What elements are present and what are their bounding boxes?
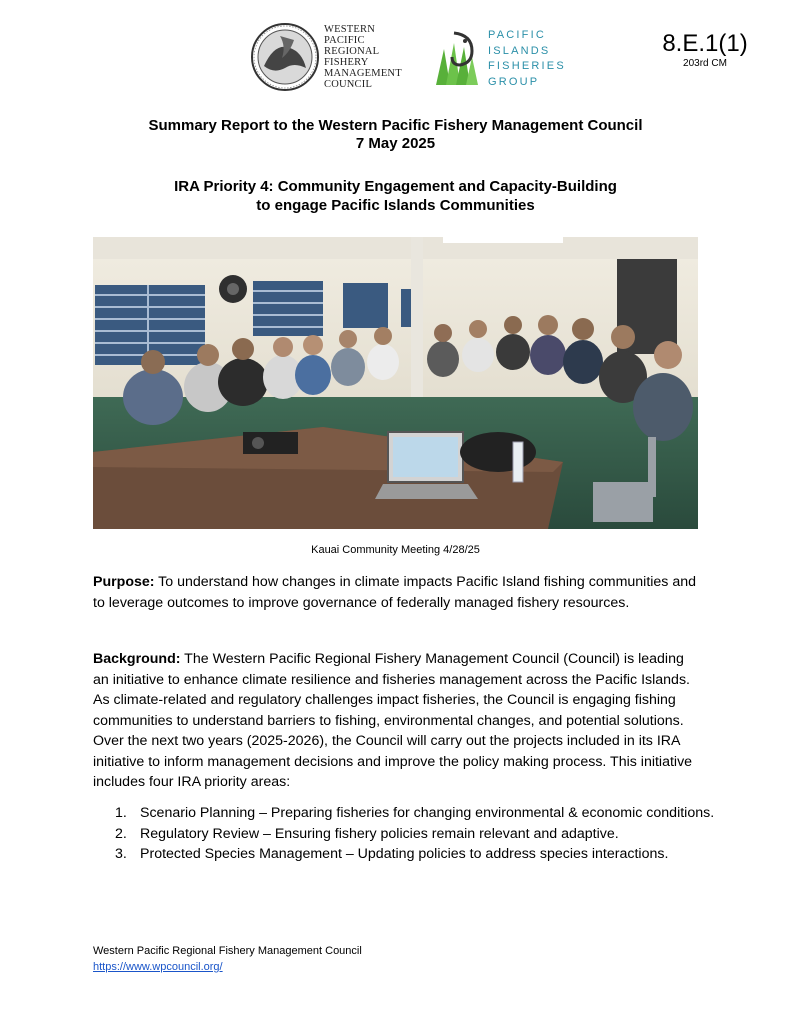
council-logo-line: FISHERY (324, 57, 369, 68)
list-item-text: Scenario Planning – Preparing fisheries for changing environmental & economic conditions. (140, 805, 715, 821)
pifg-logo (432, 26, 602, 92)
purpose-text: To understand how changes in climate impacts Pacific Island fishing communities and to leverage outcomes to improve governance of federally managed fishery resources. (93, 574, 697, 611)
meeting-code: 203rd CM (683, 58, 727, 69)
list-item-number: 1. (115, 805, 127, 821)
report-subtitle-line2: to engage Pacific Islands Communities (256, 197, 535, 214)
report-title: Summary Report to the Western Pacific Fishery Management Council (148, 117, 643, 134)
background-paragraph (93, 649, 703, 793)
community-meeting-photo (93, 237, 698, 529)
background-text: The Western Pacific Regional Fishery Management Council (Council) is leading an initiative to enhance climate resilience and fisheries management across the Pacific Islands. As climate-related and regulatory challenges impact fisheries, the Council is engaging fishing communities to understand barriers to fishing, environmental changes, and potential solutions. Over the next two years (2025-2026), the Council will carry out the projects included in its IRA initiative to inform management decisions and improve the policy making process. This initiative includes four IRA priority areas: (93, 651, 693, 790)
council-logo-text (324, 24, 414, 90)
pifg-logo-line: FISHERIES (488, 60, 566, 72)
council-logo-line: REGIONAL (324, 46, 380, 57)
fish-hook-icon (432, 29, 484, 89)
footer-organization: Western Pacific Regional Fishery Management Council (93, 945, 362, 957)
council-seal-icon (250, 22, 320, 92)
photo-caption: Kauai Community Meeting 4/28/25 (311, 544, 480, 556)
agenda-code: 8.E.1(1) (662, 30, 748, 57)
priority-list (115, 803, 715, 865)
list-item-number: 2. (115, 825, 127, 842)
list-item-text: Regulatory Review – Ensuring fishery policies remain relevant and adaptive. (140, 825, 619, 842)
council-logo-line: MANAGEMENT (324, 68, 402, 79)
list-item-number: 3. (115, 846, 127, 862)
pifg-logo-text (488, 28, 566, 90)
pifg-logo-line: PACIFIC (488, 29, 546, 41)
council-logo (250, 22, 410, 94)
footer-website-link[interactable]: https://www.wpcouncil.org/ (93, 961, 223, 973)
list-item (115, 824, 715, 845)
council-logo-line: PACIFIC (324, 35, 365, 46)
list-item (115, 803, 715, 824)
purpose-paragraph (93, 572, 703, 613)
list-item-text: Protected Species Management – Updating policies to address species interactions. (140, 846, 669, 862)
background-label: Background: (93, 651, 181, 667)
report-subtitle: IRA Priority 4: Community Engagement and Capacity-Building (174, 178, 617, 195)
purpose-label: Purpose: (93, 574, 155, 590)
list-item (115, 844, 715, 865)
council-logo-line: COUNCIL (324, 79, 373, 90)
report-date: 7 May 2025 (355, 135, 436, 152)
pifg-logo-line: GROUP (488, 75, 540, 88)
council-logo-line: WESTERN (324, 24, 375, 35)
pifg-logo-line: ISLANDS (488, 44, 551, 57)
